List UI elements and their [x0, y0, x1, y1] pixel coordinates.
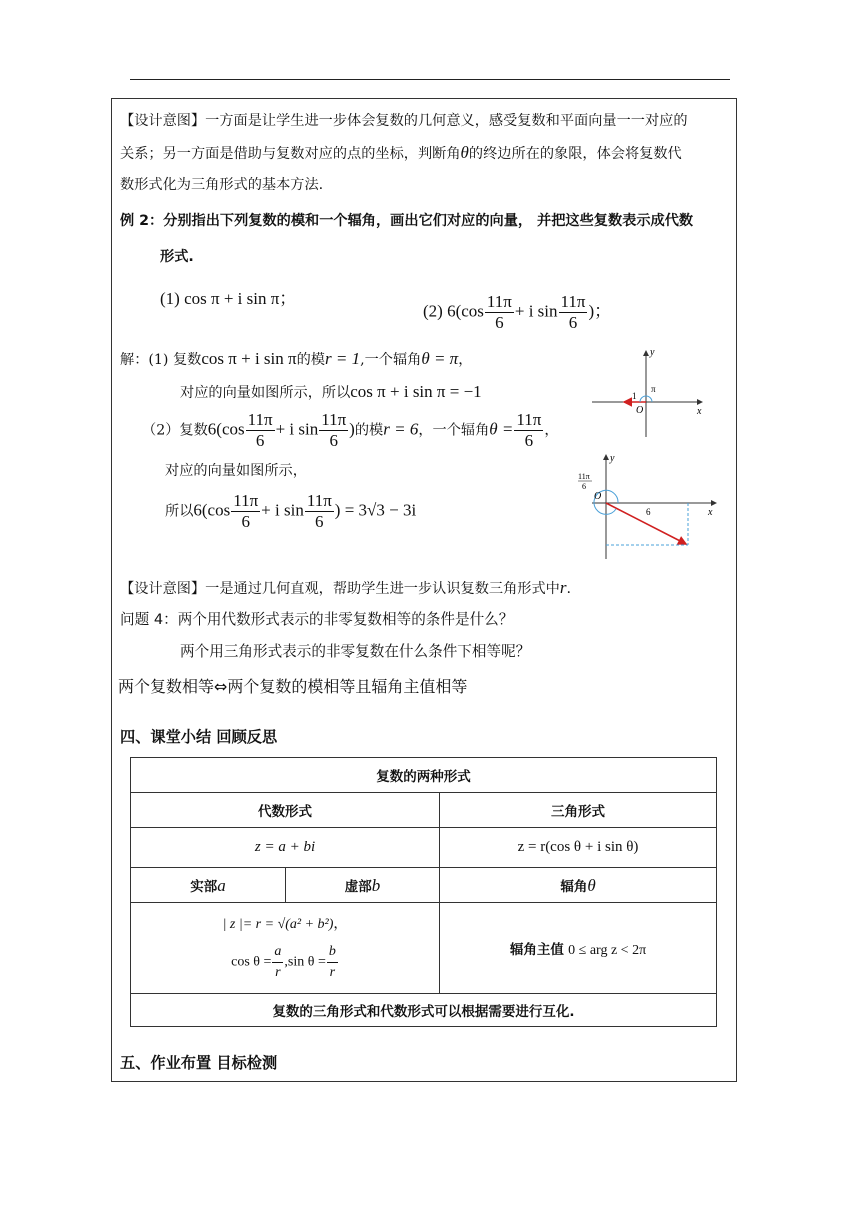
- solution-line-4: 对应的向量如图所示，: [165, 463, 307, 479]
- intent-paragraph-line-3: 数形式化为三角形式的基本方法.: [120, 177, 324, 193]
- table-footer: 复数的三角形式和代数形式可以根据需要进行互化.: [131, 994, 717, 1027]
- pi-label: π: [651, 384, 656, 394]
- solution-line-2: 对应的向量如图所示，所以cos π + i sin π = −1: [180, 382, 482, 401]
- question-4-cont: 两个用三角形式表示的非零复数在什么条件下相等呢？: [180, 643, 531, 660]
- equality-statement: 两个复数相等⇔两个复数的模相等且辐角主值相等: [118, 677, 468, 696]
- section-4-heading: 四、课堂小结 回顾反思: [120, 728, 278, 746]
- intent-paragraph-line-1: 【设计意图】一方面是让学生进一步体会复数的几何意义，感受复数和平面向量一一对应的: [120, 113, 688, 129]
- algebraic-formula: z = a + bi: [131, 828, 440, 868]
- header-rule: [130, 79, 730, 80]
- problem-2: (2) 6(cos $\frac{11\pi}{6}$ + i sin $\frac{11\pi}{6}$ )；: [423, 292, 612, 332]
- origin-label: O: [636, 405, 644, 416]
- y-label: y: [650, 347, 655, 358]
- intent-2: 【设计意图】一是通过几何直观，帮助学生进一步认识复数三角形式中r.: [120, 578, 571, 597]
- angle-numerator: 11π: [578, 472, 590, 481]
- problem-1: (1) cos π + i sin π；: [160, 289, 297, 308]
- col-algebraic: 代数形式: [131, 793, 440, 828]
- solution-line-1: 解：(1) 复数cos π + i sin π的模r = 1,一个辐角θ = π，: [120, 349, 473, 368]
- origin-label: O: [594, 491, 602, 502]
- summary-table: [130, 757, 717, 1027]
- y-label: y: [610, 453, 615, 464]
- col-trig: 三角形式: [440, 793, 717, 828]
- imag-part-label: 虚部b: [286, 868, 440, 903]
- figure-vector-11pi-6: [574, 451, 720, 561]
- section-5-heading: 五、作业布置 目标检测: [120, 1054, 278, 1072]
- length-label: 6: [646, 507, 651, 517]
- argument-label: 辐角θ: [440, 868, 717, 903]
- x-label: x: [697, 406, 702, 417]
- example-2-prompt: 例 2：分别指出下列复数的模和一个辐角，画出它们对应的向量， 并把这些复数表示成代数: [120, 213, 694, 229]
- one-label: 1: [632, 391, 637, 401]
- modulus-formulas: | z |= r = √(a² + b²)， cos θ = $\frac{a}{r}$ ,sin θ = $\frac{b}{r}$: [131, 903, 440, 994]
- question-4: 问题 4：两个用代数形式表示的非零复数相等的条件是什么？: [120, 611, 514, 628]
- figure-unit-vector: [590, 347, 710, 439]
- example-2-prompt-cont: 形式.: [160, 249, 194, 265]
- table-title: 复数的两种形式: [131, 758, 717, 793]
- angle-denominator: 6: [582, 482, 586, 491]
- intent-paragraph-line-2: 关系；另一方面是借助与复数对应的点的坐标，判断角θ的终边所在的象限，体会将复数代: [120, 143, 682, 162]
- x-label: x: [708, 507, 713, 518]
- trig-formula: z = r(cos θ + i sin θ): [440, 828, 717, 868]
- real-part-label: 实部a: [131, 868, 286, 903]
- solution-line-3: （2）复数6(cos $\frac{11\pi}{6}$ + i sin $\frac{11\pi}{6}$ )的模r = 6，一个辐角θ = $\frac{11\pi}{6}$ ，: [142, 410, 559, 450]
- principal-argument: 辐角主值 0 ≤ arg z < 2π: [440, 903, 717, 994]
- solution-line-5: 所以6(cos $\frac{11\pi}{6}$ + i sin $\frac{11\pi}{6}$ ) = 3√3 − 3i: [165, 491, 417, 531]
